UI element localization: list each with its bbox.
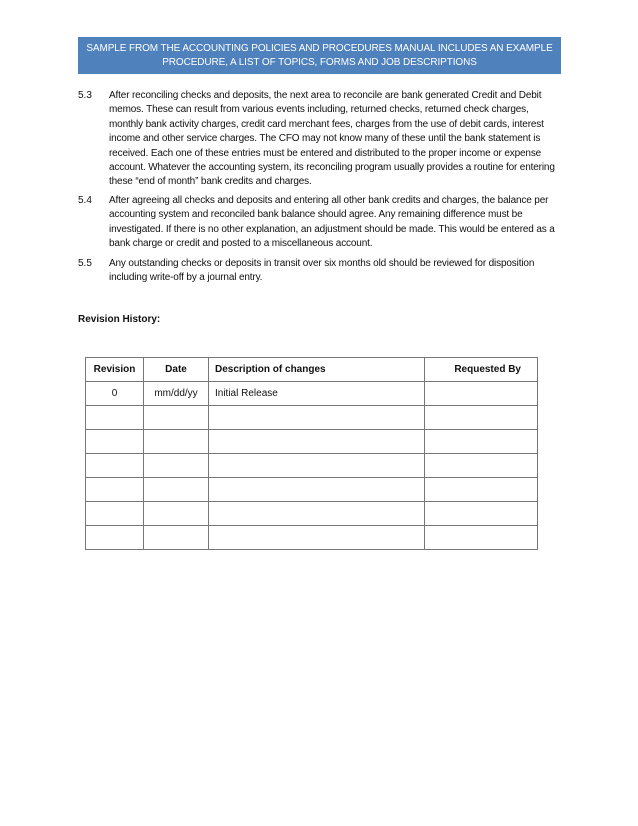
header-date: Date xyxy=(144,358,209,382)
header-description: Description of changes xyxy=(209,358,425,382)
cell-requested-by xyxy=(425,406,538,430)
section-5-3 xyxy=(78,89,563,190)
document-banner xyxy=(78,37,561,74)
cell-revision xyxy=(86,502,144,526)
revision-history-table xyxy=(85,357,538,550)
cell-date xyxy=(144,430,209,454)
cell-date: mm/dd/yy xyxy=(144,382,209,406)
section-5-4 xyxy=(78,194,563,252)
cell-description: Initial Release xyxy=(209,382,425,406)
banner-line-2: PROCEDURE, A LIST OF TOPICS, FORMS AND JOB DESCRIPTIONS xyxy=(162,56,477,68)
cell-revision xyxy=(86,478,144,502)
cell-description xyxy=(209,406,425,430)
section-text: Any outstanding checks or deposits in transit over six months old should be reviewed for disposition including write-off by a journal entry. xyxy=(109,258,535,284)
table-row xyxy=(86,430,538,454)
cell-date xyxy=(144,478,209,502)
header-revision: Revision xyxy=(86,358,144,382)
revision-history-title: Revision History: xyxy=(78,314,161,325)
cell-description xyxy=(209,502,425,526)
cell-description xyxy=(209,526,425,550)
table-row xyxy=(86,526,538,550)
cell-revision: 0 xyxy=(86,382,144,406)
cell-description xyxy=(209,478,425,502)
section-text: After agreeing all checks and deposits and entering all other bank credits and charges, the balance per accounting system and reconciled bank balance should agree. Any remaining difference must be investigated. If there is no other explanation, an adjustment should be made. This would be entered as a bank charge or credit and posted to a miscellaneous account. xyxy=(109,195,555,250)
section-number: 5.3 xyxy=(78,90,92,101)
banner-line-1: SAMPLE FROM THE ACCOUNTING POLICIES AND PROCEDURES MANUAL INCLUDES AN EXAMPLE xyxy=(86,42,553,54)
cell-revision xyxy=(86,526,144,550)
cell-revision xyxy=(86,454,144,478)
table-header-row xyxy=(86,358,538,382)
section-text: After reconciling checks and deposits, the next area to reconcile are bank generated Credit and Debit memos. These can result from various events including, returned checks, returned check charges, monthly bank activity charges, credit card merchant fees, charges from the use of debit cards, interest income and other service charges. The CFO may not know many of these until the bank statement is received. Each one of these entries must be entered and distributed to the proper income or expense account. Whatever the accounting system, its reconciling program usually provides a routine for entering these “end of month” bank credits and charges. xyxy=(109,90,555,188)
cell-requested-by xyxy=(425,382,538,406)
cell-date xyxy=(144,406,209,430)
section-5-5 xyxy=(78,257,563,286)
cell-date xyxy=(144,502,209,526)
table-row xyxy=(86,454,538,478)
cell-description xyxy=(209,430,425,454)
cell-description xyxy=(209,454,425,478)
cell-requested-by xyxy=(425,502,538,526)
table-row xyxy=(86,382,538,406)
section-number: 5.5 xyxy=(78,258,92,269)
table-row xyxy=(86,502,538,526)
cell-date xyxy=(144,526,209,550)
cell-requested-by xyxy=(425,430,538,454)
cell-requested-by xyxy=(425,526,538,550)
cell-revision xyxy=(86,406,144,430)
cell-date xyxy=(144,454,209,478)
cell-revision xyxy=(86,430,144,454)
table-row xyxy=(86,406,538,430)
table-row xyxy=(86,478,538,502)
cell-requested-by xyxy=(425,454,538,478)
cell-requested-by xyxy=(425,478,538,502)
header-requested-by: Requested By xyxy=(425,358,538,382)
section-number: 5.4 xyxy=(78,195,92,206)
